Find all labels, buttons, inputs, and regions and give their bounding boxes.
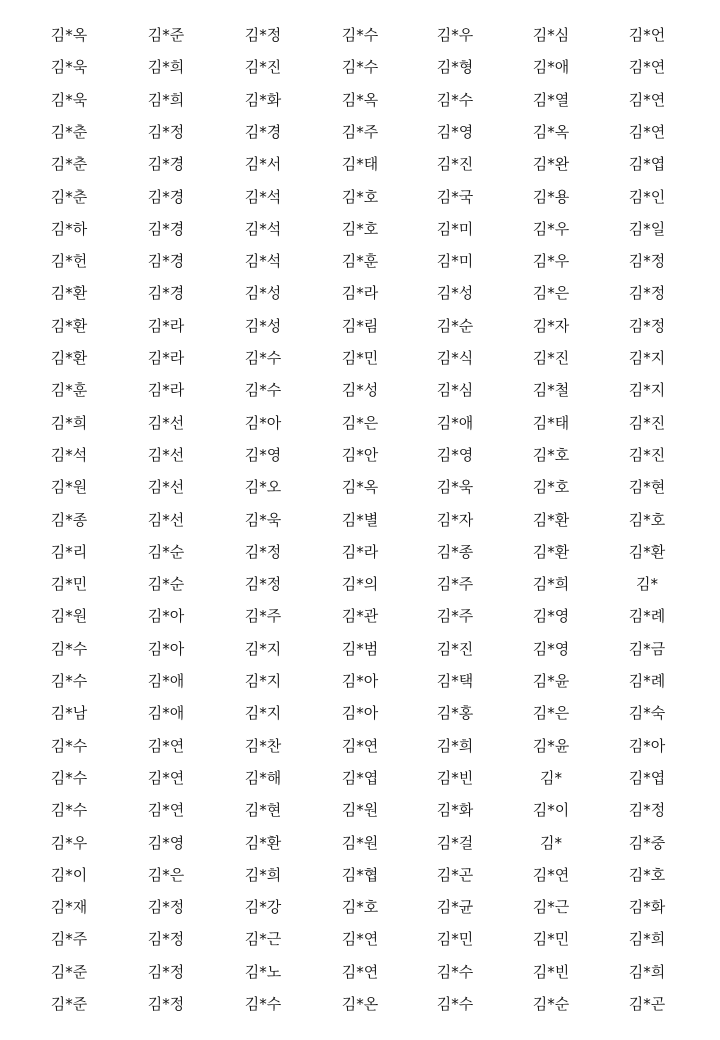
name-entry: 김*일 [628, 219, 666, 238]
name-entry: 김*수 [436, 90, 474, 109]
name-entry: 김*빈 [532, 962, 570, 981]
name-entry: 김*수 [244, 381, 282, 400]
name-entry: 김*남 [50, 704, 88, 723]
name-entry: 김*근 [532, 898, 570, 917]
name-entry: 김*이 [50, 865, 88, 884]
name-entry: 김*연 [341, 930, 379, 949]
name-entry: 김*현 [628, 478, 666, 497]
name-entry: 김*은 [532, 704, 570, 723]
name-entry: 김*연 [628, 58, 666, 77]
name-entry: 김*인 [628, 187, 666, 206]
name-row [0, 342, 720, 374]
name-entry: 김*원 [50, 607, 88, 626]
name-entry: 김*엽 [628, 768, 666, 787]
name-entry: 김*호 [628, 865, 666, 884]
name-entry: 김*영 [147, 833, 185, 852]
name-entry: 김*심 [532, 26, 570, 44]
name-entry: 김*림 [341, 316, 379, 335]
name-entry: 김*지 [244, 639, 282, 658]
name-entry: 김*옥 [341, 90, 379, 109]
name-entry: 김*아 [147, 639, 185, 658]
name-entry: 김*원 [341, 801, 379, 820]
name-entry: 김*애 [532, 58, 570, 77]
name-entry: 김*우 [50, 833, 88, 852]
name-entry: 김*경 [147, 219, 185, 238]
name-entry: 김*성 [436, 284, 474, 303]
name-row [0, 730, 720, 762]
name-entry: 김*애 [436, 413, 474, 432]
name-entry: 김*영 [532, 639, 570, 658]
name-entry: 김*국 [436, 187, 474, 206]
name-entry: 김*민 [50, 575, 88, 594]
name-row [0, 374, 720, 406]
name-entry: 김*완 [532, 155, 570, 174]
name-entry: 김*범 [341, 639, 379, 658]
name-entry: 김*순 [147, 575, 185, 594]
name-entry: 김*경 [244, 122, 282, 141]
name-entry: 김*수 [244, 995, 282, 1013]
name-row [0, 988, 720, 1020]
name-entry: 김*종 [50, 510, 88, 529]
name-row [0, 859, 720, 891]
name-entry: 김*환 [50, 349, 88, 367]
name-entry: 김*연 [147, 736, 185, 755]
name-entry: 김*서 [244, 155, 282, 174]
name-entry: 김*이 [532, 801, 570, 820]
name-row [0, 471, 720, 503]
name-entry: 김* [540, 768, 562, 787]
name-entry: 김*진 [628, 445, 666, 464]
name-entry: 김*아 [341, 704, 379, 723]
name-entry: 김*애 [147, 704, 185, 723]
name-entry: 김*의 [341, 575, 379, 594]
name-entry: 김*정 [147, 122, 185, 141]
name-entry: 김*민 [341, 349, 379, 367]
name-entry: 김*호 [341, 898, 379, 917]
name-entry: 김*중 [628, 833, 666, 852]
name-entry: 김*열 [532, 90, 570, 109]
name-entry: 김*경 [147, 187, 185, 206]
name-entry: 김*형 [436, 58, 474, 77]
name-entry: 김*옥 [532, 122, 570, 141]
name-entry: 김*언 [628, 26, 666, 44]
name-entry: 김*선 [147, 445, 185, 464]
name-entry: 김*지 [244, 672, 282, 690]
name-entry: 김*정 [628, 801, 666, 820]
name-row [0, 923, 720, 955]
name-entry: 김*순 [436, 316, 474, 335]
name-entry: 김*우 [532, 252, 570, 271]
name-entry: 김*석 [244, 252, 282, 271]
name-entry: 김*종 [436, 542, 474, 561]
name-entry: 김*수 [341, 58, 379, 77]
name-entry: 김*노 [244, 962, 282, 981]
name-entry: 김*주 [436, 575, 474, 594]
name-entry: 김*진 [436, 639, 474, 658]
name-row [0, 891, 720, 923]
name-entry: 김*희 [628, 962, 666, 981]
name-entry: 김*정 [147, 930, 185, 949]
name-entry: 김*엽 [628, 155, 666, 174]
name-entry: 김*준 [147, 26, 185, 44]
name-entry: 김*욱 [50, 90, 88, 109]
name-entry: 김*라 [147, 381, 185, 400]
name-entry: 김*자 [532, 316, 570, 335]
name-entry: 김*윤 [532, 736, 570, 755]
name-row [0, 794, 720, 826]
name-entry: 김*태 [532, 413, 570, 432]
name-entry: 김*은 [147, 865, 185, 884]
name-entry: 김*곤 [628, 995, 666, 1013]
name-entry: 김*수 [436, 962, 474, 981]
name-entry: 김*훈 [50, 381, 88, 400]
name-entry: 김*경 [147, 252, 185, 271]
name-entry: 김*별 [341, 510, 379, 529]
name-entry: 김*애 [147, 672, 185, 690]
name-entry: 김*연 [147, 801, 185, 820]
name-entry: 김*정 [244, 575, 282, 594]
name-entry: 김*온 [341, 995, 379, 1013]
name-entry: 김*아 [147, 607, 185, 626]
name-entry: 김*근 [244, 930, 282, 949]
name-entry: 김*희 [244, 865, 282, 884]
name-entry: 김*준 [50, 962, 88, 981]
name-entry: 김*정 [244, 26, 282, 44]
name-entry: 김*지 [628, 349, 666, 367]
name-entry: 김*하 [50, 219, 88, 238]
name-entry: 김*윤 [532, 672, 570, 690]
name-row [0, 116, 720, 148]
name-entry: 김*식 [436, 349, 474, 367]
name-entry: 김*엽 [341, 768, 379, 787]
name-entry: 김*진 [436, 155, 474, 174]
name-entry: 김*곤 [436, 865, 474, 884]
name-entry: 김*수 [50, 672, 88, 690]
name-entry: 김*례 [628, 607, 666, 626]
name-row [0, 633, 720, 665]
name-entry: 김*수 [436, 995, 474, 1013]
name-entry: 김*현 [244, 801, 282, 820]
name-entry: 김*환 [50, 284, 88, 303]
name-entry: 김*경 [147, 284, 185, 303]
name-entry: 김*미 [436, 252, 474, 271]
name-row [0, 568, 720, 600]
name-entry: 김*주 [50, 930, 88, 949]
name-row [0, 148, 720, 180]
name-entry: 김*진 [244, 58, 282, 77]
name-row [0, 407, 720, 439]
name-row [0, 536, 720, 568]
name-entry: 김*우 [436, 26, 474, 44]
name-entry: 김*영 [532, 607, 570, 626]
name-entry: 김*강 [244, 898, 282, 917]
name-entry: 김*옥 [341, 478, 379, 497]
name-entry: 김*지 [244, 704, 282, 723]
name-entry: 김*옥 [50, 26, 88, 44]
name-entry: 김*수 [50, 639, 88, 658]
name-entry: 김*원 [341, 833, 379, 852]
name-entry: 김*정 [628, 316, 666, 335]
name-entry: 김*연 [628, 90, 666, 109]
name-entry: 김*수 [341, 26, 379, 44]
name-entry: 김*영 [436, 122, 474, 141]
name-row [0, 19, 720, 51]
name-entry: 김*욱 [244, 510, 282, 529]
name-entry: 김*욱 [50, 58, 88, 77]
name-entry: 김*환 [628, 542, 666, 561]
name-row [0, 697, 720, 729]
name-entry: 김*훈 [341, 252, 379, 271]
name-entry: 김*재 [50, 898, 88, 917]
name-entry: 김*정 [147, 962, 185, 981]
name-entry: 김*금 [628, 639, 666, 658]
name-entry: 김*주 [244, 607, 282, 626]
name-entry: 김*헌 [50, 252, 88, 271]
name-entry: 김*정 [147, 995, 185, 1013]
name-entry: 김*라 [341, 542, 379, 561]
name-entry: 김*연 [532, 865, 570, 884]
name-entry: 김*민 [532, 930, 570, 949]
name-entry: 김*춘 [50, 187, 88, 206]
name-entry: 김*희 [147, 58, 185, 77]
name-entry: 김*희 [50, 413, 88, 432]
name-entry: 김*경 [147, 155, 185, 174]
name-entry: 김*진 [628, 413, 666, 432]
name-entry: 김*수 [244, 349, 282, 367]
name-entry: 김*연 [341, 736, 379, 755]
name-entry: 김*라 [341, 284, 379, 303]
name-entry: 김*수 [50, 736, 88, 755]
name-entry: 김*택 [436, 672, 474, 690]
name-entry: 김*례 [628, 672, 666, 690]
name-entry: 김*정 [628, 284, 666, 303]
name-entry: 김* [636, 575, 658, 594]
name-entry: 김*희 [436, 736, 474, 755]
name-entry: 김*호 [532, 478, 570, 497]
name-entry: 김*원 [50, 478, 88, 497]
name-entry: 김*화 [628, 898, 666, 917]
name-entry: 김*석 [244, 187, 282, 206]
name-entry: 김*정 [244, 542, 282, 561]
name-entry: 김*리 [50, 542, 88, 561]
name-entry: 김*준 [50, 995, 88, 1013]
name-entry: 김* [540, 833, 562, 852]
name-entry: 김*춘 [50, 155, 88, 174]
name-entry: 김*호 [628, 510, 666, 529]
name-entry: 김*정 [628, 252, 666, 271]
name-entry: 김*욱 [436, 478, 474, 497]
name-entry: 김*홍 [436, 704, 474, 723]
name-entry: 김*빈 [436, 768, 474, 787]
name-entry: 김*은 [532, 284, 570, 303]
name-entry: 김*성 [244, 284, 282, 303]
name-entry: 김*희 [628, 930, 666, 949]
name-entry: 김*화 [436, 801, 474, 820]
name-entry: 김*연 [147, 768, 185, 787]
name-entry: 김*관 [341, 607, 379, 626]
name-entry: 김*지 [628, 381, 666, 400]
name-entry: 김*주 [341, 122, 379, 141]
name-entry: 김*순 [532, 995, 570, 1013]
name-entry: 김*용 [532, 187, 570, 206]
name-entry: 김*자 [436, 510, 474, 529]
name-entry: 김*오 [244, 478, 282, 497]
name-row [0, 213, 720, 245]
name-row [0, 51, 720, 83]
name-entry: 김*환 [532, 510, 570, 529]
name-entry: 김*환 [532, 542, 570, 561]
name-entry: 김*환 [244, 833, 282, 852]
name-entry: 김*수 [50, 801, 88, 820]
name-entry: 김*태 [341, 155, 379, 174]
name-entry: 김*선 [147, 510, 185, 529]
name-entry: 김*라 [147, 349, 185, 367]
name-row [0, 665, 720, 697]
name-entry: 김*희 [147, 90, 185, 109]
name-entry: 김*연 [628, 122, 666, 141]
name-entry: 김*우 [532, 219, 570, 238]
name-entry: 김*호 [532, 445, 570, 464]
name-entry: 김*정 [147, 898, 185, 917]
name-entry: 김*선 [147, 478, 185, 497]
name-row [0, 956, 720, 988]
name-entry: 김*균 [436, 898, 474, 917]
name-entry: 김*찬 [244, 736, 282, 755]
name-entry: 김*민 [436, 930, 474, 949]
name-row [0, 439, 720, 471]
name-entry: 김*철 [532, 381, 570, 400]
name-row [0, 600, 720, 632]
name-row [0, 84, 720, 116]
name-row [0, 310, 720, 342]
name-row [0, 504, 720, 536]
name-entry: 김*해 [244, 768, 282, 787]
name-entry: 김*영 [436, 445, 474, 464]
name-row [0, 181, 720, 213]
name-entry: 김*수 [50, 768, 88, 787]
name-entry: 김*성 [244, 316, 282, 335]
name-row [0, 762, 720, 794]
name-entry: 김*석 [244, 219, 282, 238]
name-row [0, 277, 720, 309]
name-entry: 김*숙 [628, 704, 666, 723]
name-entry: 김*심 [436, 381, 474, 400]
name-row [0, 245, 720, 277]
name-entry: 김*선 [147, 413, 185, 432]
name-entry: 김*아 [341, 672, 379, 690]
name-entry: 김*순 [147, 542, 185, 561]
name-entry: 김*진 [532, 349, 570, 367]
name-row [0, 827, 720, 859]
name-entry: 김*영 [244, 445, 282, 464]
name-entry: 김*춘 [50, 122, 88, 141]
name-entry: 김*호 [341, 219, 379, 238]
name-entry: 김*은 [341, 413, 379, 432]
name-entry: 김*성 [341, 381, 379, 400]
name-entry: 김*연 [341, 962, 379, 981]
name-entry: 김*호 [341, 187, 379, 206]
name-entry: 김*환 [50, 316, 88, 335]
name-entry: 김*주 [436, 607, 474, 626]
name-entry: 김*걸 [436, 833, 474, 852]
name-entry: 김*협 [341, 865, 379, 884]
name-entry: 김*라 [147, 316, 185, 335]
name-entry: 김*석 [50, 445, 88, 464]
name-entry: 김*희 [532, 575, 570, 594]
name-entry: 김*미 [436, 219, 474, 238]
name-entry: 김*아 [244, 413, 282, 432]
name-entry: 김*화 [244, 90, 282, 109]
name-entry: 김*아 [628, 736, 666, 755]
name-entry: 김*안 [341, 445, 379, 464]
